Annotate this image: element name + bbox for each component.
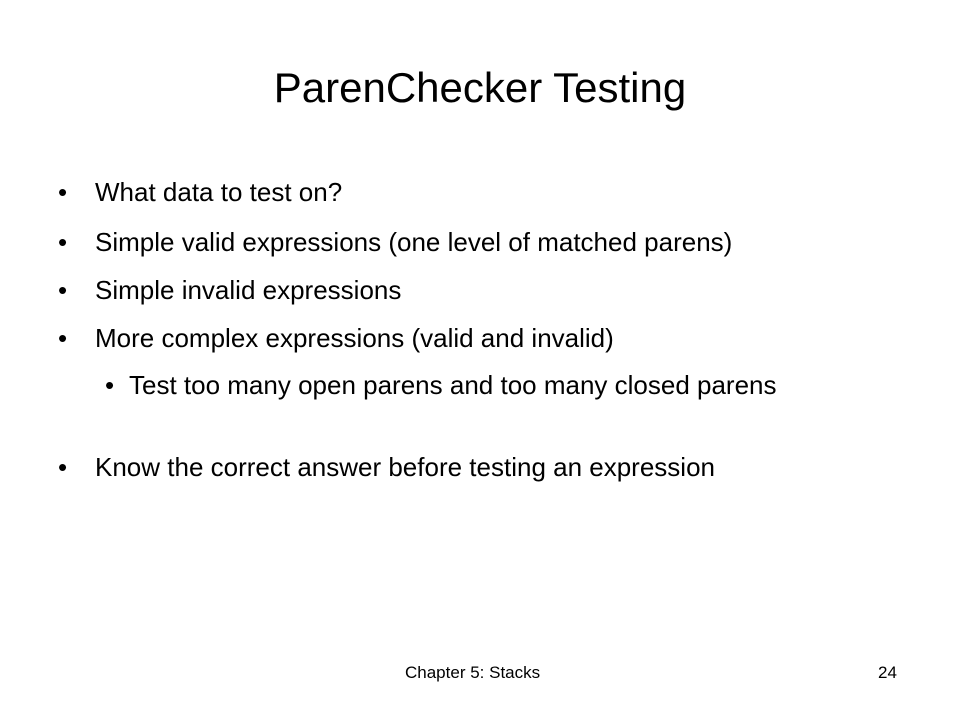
bullet-item	[58, 176, 342, 208]
bullet-item	[58, 274, 401, 306]
sub-bullet-item	[105, 369, 885, 401]
bullet-dot-icon: •	[58, 275, 68, 305]
bullet-dot-icon: •	[58, 177, 68, 207]
bullet-text: What data to test on?	[95, 177, 343, 207]
bullet-dot-icon: •	[58, 323, 68, 353]
bullet-item	[58, 451, 715, 483]
sub-bullet-text: Test too many open parens and too many closed parens	[129, 370, 777, 400]
bullet-dot-icon: •	[58, 452, 68, 482]
page-number: 24	[878, 663, 897, 682]
footer-chapter: Chapter 5: Stacks	[405, 663, 541, 682]
bullet-dot-icon: •	[58, 227, 68, 257]
bullet-text: Know the correct answer before testing an expression	[95, 452, 716, 482]
bullet-dot-icon: •	[105, 370, 115, 400]
slide-title: ParenChecker Testing	[273, 64, 687, 111]
bullet-text: Simple invalid expressions	[95, 275, 402, 305]
bullet-item	[58, 322, 614, 354]
bullet-text: Simple valid expressions (one level of matched parens)	[95, 227, 733, 257]
bullet-item	[58, 226, 732, 258]
bullet-text: More complex expressions (valid and invalid)	[95, 323, 614, 353]
